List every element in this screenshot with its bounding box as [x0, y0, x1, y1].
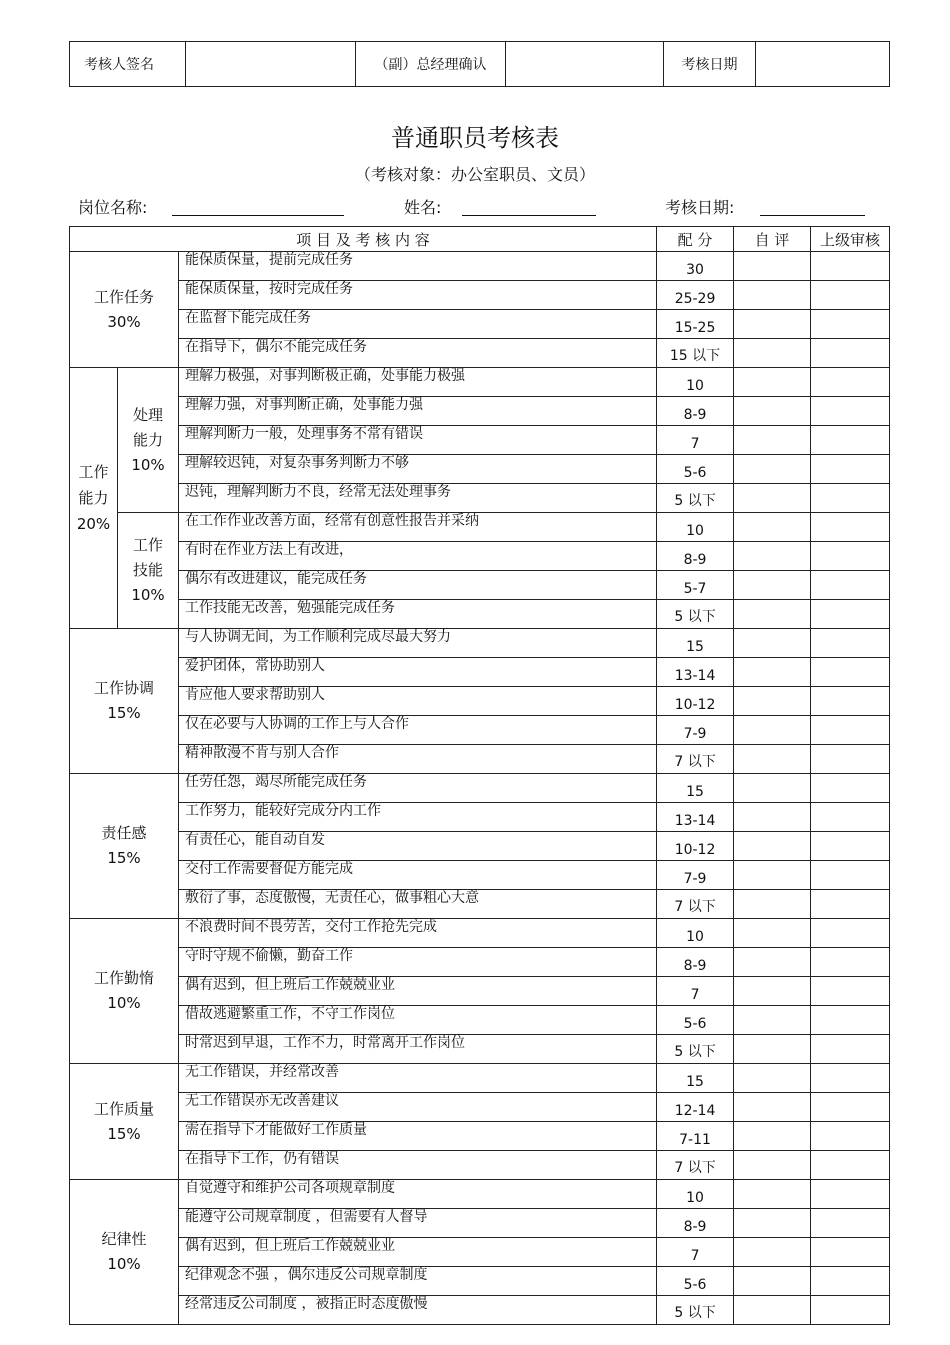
- category-discipline: 纪律性 10%: [70, 1180, 179, 1325]
- score: 13-14: [657, 658, 734, 687]
- table-row: [70, 716, 890, 745]
- table-row: [70, 281, 890, 310]
- date-field[interactable]: [760, 215, 865, 216]
- table-row: [70, 455, 890, 484]
- superior-score-cell[interactable]: [811, 629, 890, 658]
- self-score-cell[interactable]: [734, 1238, 811, 1267]
- score: 5 以下: [657, 484, 734, 513]
- criterion: 偶尔有改进建议，能完成任务: [179, 571, 657, 600]
- criterion: 迟钝，理解判断力不良，经常无法处理事务: [179, 484, 657, 513]
- score: 10: [657, 513, 734, 542]
- superior-score-cell[interactable]: [811, 455, 890, 484]
- table-row: [70, 832, 890, 861]
- superior-score-cell[interactable]: [811, 339, 890, 368]
- score: 10-12: [657, 687, 734, 716]
- criterion: 有责任心，能自动自发: [179, 832, 657, 861]
- score: 10-12: [657, 832, 734, 861]
- superior-score-cell[interactable]: [811, 948, 890, 977]
- superior-score-cell[interactable]: [811, 658, 890, 687]
- criterion: 仅在必要与人协调的工作上与人合作: [179, 716, 657, 745]
- table-row: [70, 658, 890, 687]
- name-field[interactable]: [462, 215, 596, 216]
- superior-score-cell[interactable]: [811, 1122, 890, 1151]
- self-score-cell[interactable]: [734, 600, 811, 629]
- criterion: 工作技能无改善，勉强能完成任务: [179, 600, 657, 629]
- criterion: 理解判断力一般，处理事务不常有错误: [179, 426, 657, 455]
- criterion: 敷衍了事，态度傲慢，无责任心，做事粗心大意: [179, 890, 657, 919]
- criterion: 能保质保量，按时完成任务: [179, 281, 657, 310]
- table-row: [70, 861, 890, 890]
- self-score-cell[interactable]: [734, 455, 811, 484]
- superior-score-cell[interactable]: [811, 1064, 890, 1093]
- self-score-cell[interactable]: [734, 542, 811, 571]
- score: 5-6: [657, 455, 734, 484]
- table-row: [70, 368, 890, 397]
- table-row: [70, 1296, 890, 1325]
- criterion: 在工作作业改善方面，经常有创意性报告并采纳: [179, 513, 657, 542]
- self-score-cell[interactable]: [734, 977, 811, 1006]
- score: 10: [657, 919, 734, 948]
- table-row: [70, 1209, 890, 1238]
- table-row: [70, 803, 890, 832]
- table-row: [70, 1180, 890, 1209]
- review-date-label: 考核日期: [664, 42, 756, 87]
- header-score: 配 分: [657, 227, 734, 252]
- score: 7 以下: [657, 890, 734, 919]
- reviewer-signature-label: 考核人签名: [70, 42, 186, 87]
- superior-score-cell[interactable]: [811, 1296, 890, 1325]
- table-row: [70, 1006, 890, 1035]
- superior-score-cell[interactable]: [811, 861, 890, 890]
- table-row: [70, 513, 890, 542]
- header-self: 自 评: [734, 227, 811, 252]
- table-row: [70, 1035, 890, 1064]
- signature-table: [69, 41, 890, 87]
- superior-score-cell[interactable]: [811, 513, 890, 542]
- score: 15: [657, 1064, 734, 1093]
- table-header-row: [70, 227, 890, 252]
- subcategory-handling: 处理 能力 10%: [118, 368, 179, 513]
- score: 7-9: [657, 716, 734, 745]
- category-ability: 工作 能力 20%: [70, 368, 118, 629]
- criterion: 在指导下，偶尔不能完成任务: [179, 339, 657, 368]
- superior-score-cell[interactable]: [811, 252, 890, 281]
- category-quality: 工作质量 15%: [70, 1064, 179, 1180]
- table-row: [70, 571, 890, 600]
- table-row: [70, 948, 890, 977]
- table-row: [70, 1093, 890, 1122]
- score: 7: [657, 977, 734, 1006]
- criterion: 偶有迟到，但上班后工作兢兢业业: [179, 1238, 657, 1267]
- score: 8-9: [657, 542, 734, 571]
- superior-score-cell[interactable]: [811, 1035, 890, 1064]
- criterion: 能遵守公司规章制度 ，但需要有人督导: [179, 1209, 657, 1238]
- self-score-cell[interactable]: [734, 339, 811, 368]
- position-field[interactable]: [172, 215, 344, 216]
- criterion: 在监督下能完成任务: [179, 310, 657, 339]
- header-items: 项 目 及 考 核 内 容: [70, 227, 657, 252]
- table-row: [70, 310, 890, 339]
- table-row: [70, 1238, 890, 1267]
- self-score-cell[interactable]: [734, 571, 811, 600]
- score: 5 以下: [657, 600, 734, 629]
- superior-score-cell[interactable]: [811, 542, 890, 571]
- superior-score-cell[interactable]: [811, 397, 890, 426]
- table-row: [70, 774, 890, 803]
- category-responsibility: 责任感 15%: [70, 774, 179, 919]
- self-score-cell[interactable]: [734, 1093, 811, 1122]
- superior-score-cell[interactable]: [811, 716, 890, 745]
- score: 30: [657, 252, 734, 281]
- table-row: [70, 977, 890, 1006]
- score: 25-29: [657, 281, 734, 310]
- self-score-cell[interactable]: [734, 1035, 811, 1064]
- superior-score-cell[interactable]: [811, 426, 890, 455]
- self-score-cell[interactable]: [734, 426, 811, 455]
- criterion: 肯应他人要求帮助别人: [179, 687, 657, 716]
- category-coordination: 工作协调 15%: [70, 629, 179, 774]
- date-label: 考核日期:: [665, 198, 735, 217]
- score: 7: [657, 1238, 734, 1267]
- self-score-cell[interactable]: [734, 832, 811, 861]
- self-score-cell[interactable]: [734, 716, 811, 745]
- superior-score-cell[interactable]: [811, 1209, 890, 1238]
- superior-score-cell[interactable]: [811, 1093, 890, 1122]
- superior-score-cell[interactable]: [811, 310, 890, 339]
- self-score-cell[interactable]: [734, 919, 811, 948]
- table-row: [70, 397, 890, 426]
- self-score-cell[interactable]: [734, 368, 811, 397]
- score: 8-9: [657, 948, 734, 977]
- criterion: 自觉遵守和维护公司各项规章制度: [179, 1180, 657, 1209]
- criterion: 有时在作业方法上有改进，: [179, 542, 657, 571]
- subcategory-skill: 工作 技能 10%: [118, 513, 179, 629]
- position-label: 岗位名称:: [78, 198, 148, 217]
- self-score-cell[interactable]: [734, 1267, 811, 1296]
- score: 5-7: [657, 571, 734, 600]
- criterion: 与人协调无间，为工作顺利完成尽最大努力: [179, 629, 657, 658]
- table-row: [70, 426, 890, 455]
- manager-confirm-field[interactable]: [506, 42, 664, 87]
- criterion: 经常违反公司制度 ，被指正时态度傲慢: [179, 1296, 657, 1325]
- page-title: 普通职员考核表: [391, 124, 559, 152]
- self-score-cell[interactable]: [734, 1151, 811, 1180]
- superior-score-cell[interactable]: [811, 1267, 890, 1296]
- criterion: 理解力极强，对事判断极正确，处事能力极强: [179, 368, 657, 397]
- criterion: 偶有迟到，但上班后工作兢兢业业: [179, 977, 657, 1006]
- criterion: 爱护团体，常协助别人: [179, 658, 657, 687]
- self-score-cell[interactable]: [734, 1122, 811, 1151]
- superior-score-cell[interactable]: [811, 803, 890, 832]
- score: 10: [657, 368, 734, 397]
- category-diligence: 工作勤惰 10%: [70, 919, 179, 1064]
- superior-score-cell[interactable]: [811, 832, 890, 861]
- criterion: 交付工作需要督促方能完成: [179, 861, 657, 890]
- table-row: [70, 687, 890, 716]
- review-date-field[interactable]: [756, 42, 890, 87]
- self-score-cell[interactable]: [734, 513, 811, 542]
- table-row: [70, 1151, 890, 1180]
- superior-score-cell[interactable]: [811, 1151, 890, 1180]
- score: 15: [657, 629, 734, 658]
- superior-score-cell[interactable]: [811, 1006, 890, 1035]
- score: 5 以下: [657, 1035, 734, 1064]
- self-score-cell[interactable]: [734, 687, 811, 716]
- score: 8-9: [657, 1209, 734, 1238]
- self-score-cell[interactable]: [734, 484, 811, 513]
- criterion: 在指导下工作，仍有错误: [179, 1151, 657, 1180]
- score: 12-14: [657, 1093, 734, 1122]
- superior-score-cell[interactable]: [811, 600, 890, 629]
- self-score-cell[interactable]: [734, 1180, 811, 1209]
- self-score-cell[interactable]: [734, 1209, 811, 1238]
- self-score-cell[interactable]: [734, 1064, 811, 1093]
- score: 10: [657, 1180, 734, 1209]
- self-score-cell[interactable]: [734, 629, 811, 658]
- score: 15 以下: [657, 339, 734, 368]
- self-score-cell[interactable]: [734, 310, 811, 339]
- criterion: 无工作错误，并经常改善: [179, 1064, 657, 1093]
- table-row: [70, 890, 890, 919]
- table-row: [70, 1122, 890, 1151]
- self-score-cell[interactable]: [734, 890, 811, 919]
- self-score-cell[interactable]: [734, 252, 811, 281]
- superior-score-cell[interactable]: [811, 774, 890, 803]
- criterion: 时常迟到早退，工作不力，时常离开工作岗位: [179, 1035, 657, 1064]
- table-row: [70, 339, 890, 368]
- reviewer-signature-field[interactable]: [186, 42, 356, 87]
- score: 15: [657, 774, 734, 803]
- table-row: [70, 745, 890, 774]
- criterion: 理解力强，对事判断正确，处事能力强: [179, 397, 657, 426]
- self-score-cell[interactable]: [734, 1006, 811, 1035]
- criterion: 工作努力，能较好完成分内工作: [179, 803, 657, 832]
- criterion: 不浪费时间不畏劳苦，交付工作抢先完成: [179, 919, 657, 948]
- superior-score-cell[interactable]: [811, 890, 890, 919]
- self-score-cell[interactable]: [734, 861, 811, 890]
- criterion: 借故逃避繁重工作，不守工作岗位: [179, 1006, 657, 1035]
- table-row: [70, 542, 890, 571]
- score: 8-9: [657, 397, 734, 426]
- superior-score-cell[interactable]: [811, 687, 890, 716]
- table-row: [70, 919, 890, 948]
- superior-score-cell[interactable]: [811, 368, 890, 397]
- header-superior: 上级审核: [811, 227, 890, 252]
- superior-score-cell[interactable]: [811, 745, 890, 774]
- self-score-cell[interactable]: [734, 803, 811, 832]
- superior-score-cell[interactable]: [811, 977, 890, 1006]
- score: 7 以下: [657, 745, 734, 774]
- criterion: 精神散漫不肯与别人合作: [179, 745, 657, 774]
- self-score-cell[interactable]: [734, 948, 811, 977]
- criterion: 需在指导下才能做好工作质量: [179, 1122, 657, 1151]
- score: 7-9: [657, 861, 734, 890]
- superior-score-cell[interactable]: [811, 919, 890, 948]
- name-label: 姓名:: [404, 198, 442, 217]
- score: 7-11: [657, 1122, 734, 1151]
- table-row: [70, 484, 890, 513]
- criterion: 无工作错误亦无改善建议: [179, 1093, 657, 1122]
- superior-score-cell[interactable]: [811, 1238, 890, 1267]
- self-score-cell[interactable]: [734, 281, 811, 310]
- table-row: [70, 1064, 890, 1093]
- self-score-cell[interactable]: [734, 658, 811, 687]
- self-score-cell[interactable]: [734, 774, 811, 803]
- table-row: [70, 1267, 890, 1296]
- self-score-cell[interactable]: [734, 1296, 811, 1325]
- score: 5-6: [657, 1267, 734, 1296]
- criterion: 守时守规不偷懒，勤奋工作: [179, 948, 657, 977]
- score: 13-14: [657, 803, 734, 832]
- criterion: 纪律观念不强 ，偶尔违反公司规章制度: [179, 1267, 657, 1296]
- criterion: 任劳任怨，竭尽所能完成任务: [179, 774, 657, 803]
- superior-score-cell[interactable]: [811, 281, 890, 310]
- criterion: 理解较迟钝，对复杂事务判断力不够: [179, 455, 657, 484]
- assessment-table: [69, 226, 890, 1325]
- superior-score-cell[interactable]: [811, 484, 890, 513]
- manager-confirm-label: （副）总经理确认: [356, 42, 506, 87]
- page-subtitle: （考核对象：办公室职员、文员）: [354, 165, 595, 184]
- table-row: [70, 252, 890, 281]
- self-score-cell[interactable]: [734, 397, 811, 426]
- table-row: [70, 600, 890, 629]
- self-score-cell[interactable]: [734, 745, 811, 774]
- superior-score-cell[interactable]: [811, 571, 890, 600]
- score: 7: [657, 426, 734, 455]
- table-row: [70, 629, 890, 658]
- score: 15-25: [657, 310, 734, 339]
- criterion: 能保质保量，提前完成任务: [179, 252, 657, 281]
- category-task: 工作任务 30%: [70, 252, 179, 368]
- score: 5-6: [657, 1006, 734, 1035]
- score: 5 以下: [657, 1296, 734, 1325]
- superior-score-cell[interactable]: [811, 1180, 890, 1209]
- score: 7 以下: [657, 1151, 734, 1180]
